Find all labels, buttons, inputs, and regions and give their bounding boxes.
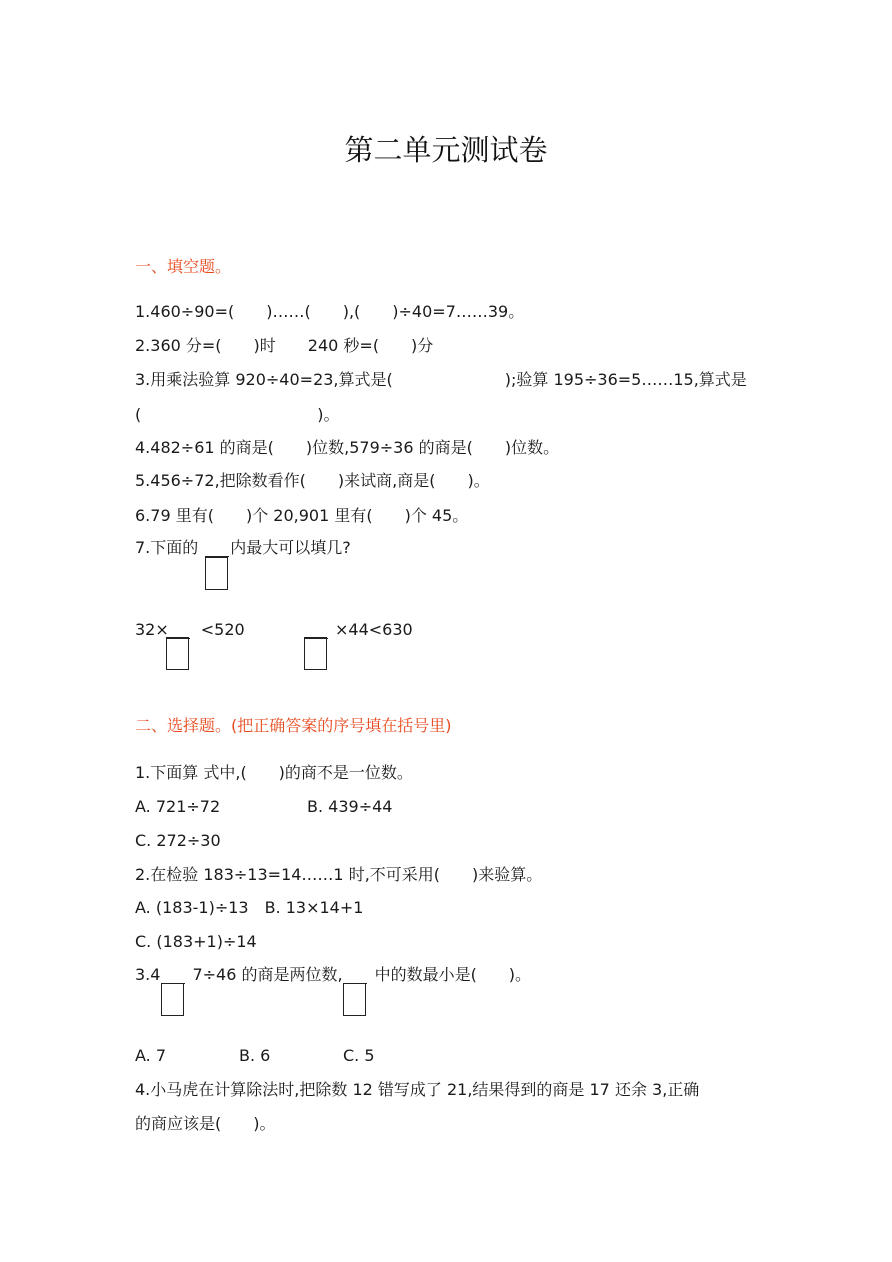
s2-question-4-line2: 的商应该是( )。	[135, 1114, 276, 1133]
s2-question-4-line1: 4.小马虎在计算除法时,把除数 12 错写成了 21,结果得到的商是 17 还余 3,正确	[135, 1080, 700, 1099]
s2-question-1-option-a: A. 721÷72	[135, 797, 221, 816]
s2-question-3-option-a: A. 7	[135, 1046, 167, 1065]
s1-question-5: 5.456÷72,把除数看作( )来试商,商是( )。	[135, 471, 490, 490]
answer-box	[343, 983, 366, 1016]
answer-box	[161, 983, 184, 1016]
s2-question-1: 1.下面算 式中,( )的商不是一位数。	[135, 763, 413, 782]
s2-question-2-options-ab: A. (183-1)÷13 B. 13×14+1	[135, 898, 364, 917]
s1-question-4: 4.482÷61 的商是( )位数,579÷36 的商是( )位数。	[135, 438, 560, 457]
s1-question-7-part-b: ×44<630	[303, 620, 413, 639]
s2-question-1-option-c: C. 272÷30	[135, 831, 221, 850]
s1-question-3-line1: 3.用乘法验算 920÷40=23,算式是( );验算 195÷36=5……15,算式是	[135, 370, 747, 389]
s2-question-2: 2.在检验 183÷13=14……1 时,不可采用( )来验算。	[135, 865, 543, 884]
s2-question-3-option-c: C. 5	[343, 1046, 375, 1065]
answer-box	[166, 637, 189, 670]
s1-question-1: 1.460÷90=( )……( ),( )÷40=7……39。	[135, 302, 525, 321]
s2-question-3-option-b: B. 6	[239, 1046, 271, 1065]
section2-heading: 二、选择题。(把正确答案的序号填在括号里)	[135, 716, 452, 735]
page-title: 第二单元测试卷	[344, 133, 548, 167]
s1-question-7-part-a: 32× <520	[135, 620, 245, 639]
s2-question-2-option-c: C. (183+1)÷14	[135, 932, 257, 951]
answer-box	[205, 557, 228, 590]
section1-heading: 一、填空题。	[135, 257, 232, 276]
s1-question-3-line2: ( )。	[135, 405, 340, 424]
s1-question-7: 7.下面的 内最大可以填几?	[135, 538, 351, 557]
s2-question-3: 3.4 7÷46 的商是两位数, 中的数最小是( )。	[135, 965, 532, 984]
s1-question-2: 2.360 分=( )时 240 秒=( )分	[135, 336, 434, 355]
s1-question-6: 6.79 里有( )个 20,901 里有( )个 45。	[135, 506, 469, 525]
s2-question-1-option-b: B. 439÷44	[307, 797, 393, 816]
answer-box	[304, 637, 327, 670]
